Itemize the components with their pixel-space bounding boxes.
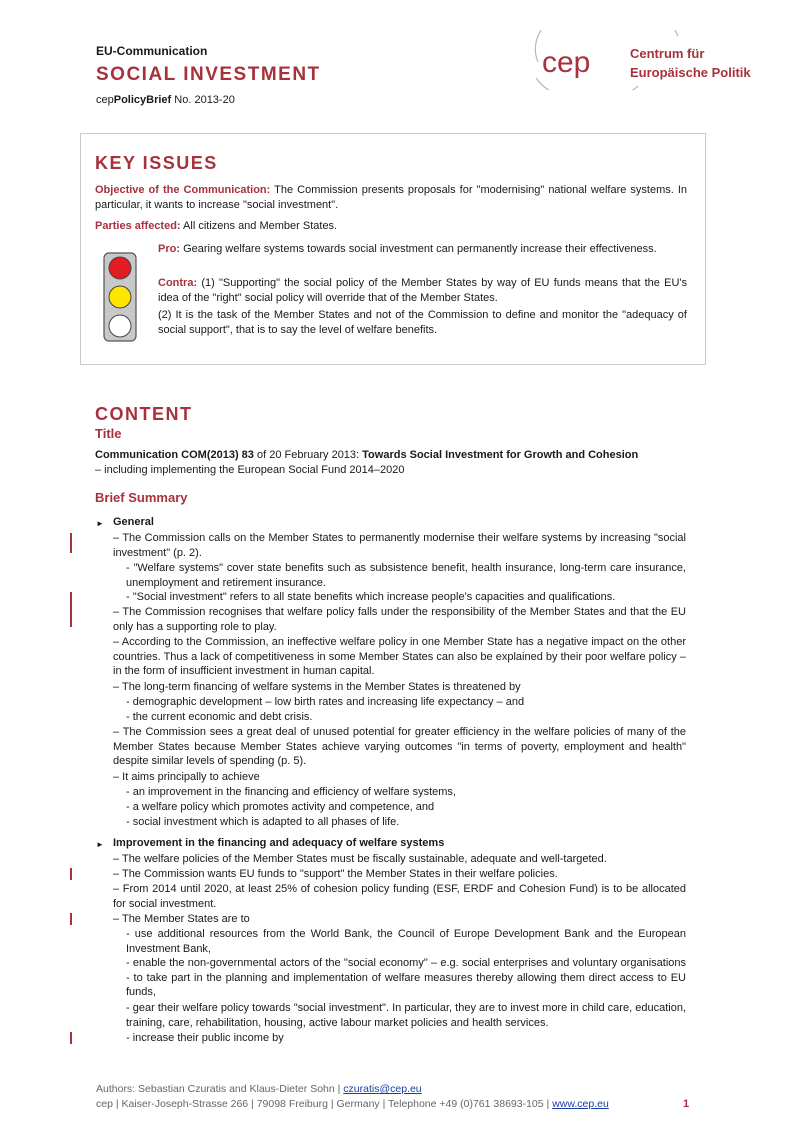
brief-bold: PolicyBrief: [113, 94, 172, 106]
objective-label: Objective of the Communication:: [95, 184, 271, 196]
objective-paragraph: [95, 183, 687, 212]
list-item: - gear their welfare policy towards "social investment". In particular, they are to invest more in child care, education, training, care, rehabilitation, housing, active labour market policies and health services.: [126, 1002, 686, 1029]
website-link[interactable]: www.cep.eu: [552, 1098, 609, 1110]
objective-text: The Commission presents proposals for "modernising" national welfare systems. In particular, it wants to increase "social investment".: [95, 184, 687, 211]
list-item: – The Commission recognises that welfare policy falls under the responsibility of the Member States and that the EU only has a supporting role to play.: [113, 606, 686, 633]
list-item: – The welfare policies of the Member States must be fiscally sustainable, adequate and well-targeted.: [113, 853, 607, 865]
list-item: - social investment which is adapted to all phases of life.: [126, 816, 400, 828]
list-item: – The long-term financing of welfare systems in the Member States is threatened by: [113, 681, 521, 693]
list-item: - the current economic and debt crisis.: [126, 711, 313, 723]
list-item: - "Welfare systems" cover state benefits such as subsistence benefit, health insurance, long-term care insurance, unemployment and retirement insurance.: [126, 562, 686, 589]
footer-address: [96, 1098, 609, 1110]
bullet-triangle-icon: ►: [96, 840, 104, 849]
change-bar: [70, 913, 72, 925]
list-item: – According to the Commission, an ineffective welfare policy in one Member State has a negative impact on the other countries. Thus a lack of competitiveness in some Member States can also be explained by their poor welfare policy – in the form of insufficient investment in human capital.: [113, 636, 686, 677]
contra-paragraph-1: [158, 276, 687, 305]
logo-line-2: Europäische Politik: [630, 65, 751, 80]
change-bar: [70, 868, 72, 880]
list-item: – From 2014 until 2020, at least 25% of cohesion policy funding (ESF, ERDF and Cohesion Fund) is to be allocated for social investment.: [113, 883, 686, 910]
policy-brief-number: [96, 94, 235, 106]
section-head-improvement: Improvement in the financing and adequacy of welfare systems: [113, 837, 445, 849]
contra-paragraph-2: (2) It is the task of the Member States and not of the Commission to define and monitor the "adequacy of social support", that is to say the level of welfare benefits.: [158, 309, 687, 336]
communication-reference: [95, 448, 695, 477]
list-item: - increase their public income by: [126, 1032, 284, 1044]
page-number: 1: [683, 1098, 690, 1110]
list-item: – The Commission sees a great deal of unused potential for greater efficiency in the welfare policies of many of the Member States because Member States achieve varying outcomes "in terms of poverty, employment and health" despite similar levels of spending (p. 5).: [113, 726, 686, 767]
traffic-light-yellow: [109, 286, 131, 308]
logo-line-1: Centrum für: [630, 46, 705, 61]
brief-summary-title: Brief Summary: [95, 490, 188, 505]
content-title: CONTENT: [95, 404, 193, 424]
traffic-light-icon: [103, 252, 137, 342]
brief-prefix: cep: [96, 94, 114, 106]
list-item: - demographic development – low birth rates and increasing life expectancy – and: [126, 696, 525, 708]
list-item: – The Commission wants EU funds to "support" the Member States in their welfare policies.: [113, 868, 558, 880]
pro-text: Gearing welfare systems towards social investment can permanently increase their effectiveness.: [183, 243, 657, 255]
bullet-triangle-icon: ►: [96, 519, 104, 528]
pro-paragraph: [158, 242, 687, 257]
document-title: SOCIAL INVESTMENT: [96, 64, 321, 85]
traffic-light-red: [109, 257, 131, 279]
authors-text: Authors: Sebastian Czuratis and Klaus-Dieter Sohn |: [96, 1083, 344, 1095]
contra-text-1: (1) "Supporting" the social policy of the Member States by way of EU funds means that the EU's idea of the "right" social policy will override that of the Member States.: [158, 277, 687, 304]
list-item: - an improvement in the financing and efficiency of welfare systems,: [126, 786, 456, 798]
contra-label: Contra:: [158, 277, 198, 289]
email-link[interactable]: czuratis@cep.eu: [343, 1083, 422, 1095]
address-text: cep | Kaiser-Joseph-Strasse 266 | 79098 Freiburg | Germany | Telephone +49 (0)761 38693-105 |: [96, 1098, 553, 1110]
list-item: – It aims principally to achieve: [113, 771, 260, 783]
list-item: - a welfare policy which promotes activity and competence, and: [126, 801, 435, 813]
logo-wordmark: cep: [542, 46, 591, 79]
brief-suffix: No. 2013-20: [174, 94, 235, 106]
parties-label: Parties affected:: [95, 220, 181, 232]
list-item: - use additional resources from the World Bank, the Council of Europe Development Bank and the European Investment Bank,: [126, 928, 686, 955]
logo-text: [630, 44, 751, 82]
footer-authors: [96, 1083, 422, 1095]
list-item: - enable the non-governmental actors of the "social economy" – e.g. social enterprises and voluntary organisations - to take part in the planning and implementation of welfare measures thereby allowing them direct access to EU funds,: [126, 957, 686, 998]
comm-title: Towards Social Investment for Growth and Cohesion: [362, 449, 639, 461]
list-item: - "Social investment" refers to all state benefits which increase people's capacities and qualifications.: [126, 591, 616, 603]
comm-subtitle: – including implementing the European Social Fund 2014–2020: [95, 463, 405, 476]
traffic-light-white: [109, 315, 131, 337]
list-item: – The Commission calls on the Member States to permanently modernise their welfare systems by increasing "social investment" (p. 2).: [113, 532, 686, 559]
change-bar: [70, 533, 72, 553]
content-subtitle: Title: [95, 426, 122, 441]
list-item: – The Member States are to: [113, 913, 250, 925]
parties-text: All citizens and Member States.: [183, 220, 338, 232]
parties-paragraph: [95, 219, 687, 234]
pro-label: Pro:: [158, 243, 180, 255]
comm-date: of 20 February 2013:: [253, 449, 363, 461]
key-issues-title: KEY ISSUES: [95, 153, 218, 173]
change-bar: [70, 1032, 72, 1044]
comm-number: Communication COM(2013) 83: [95, 449, 254, 461]
document-series: EU-Communication: [96, 44, 208, 58]
section-head-general: General: [113, 516, 154, 528]
change-bar: [70, 592, 72, 627]
